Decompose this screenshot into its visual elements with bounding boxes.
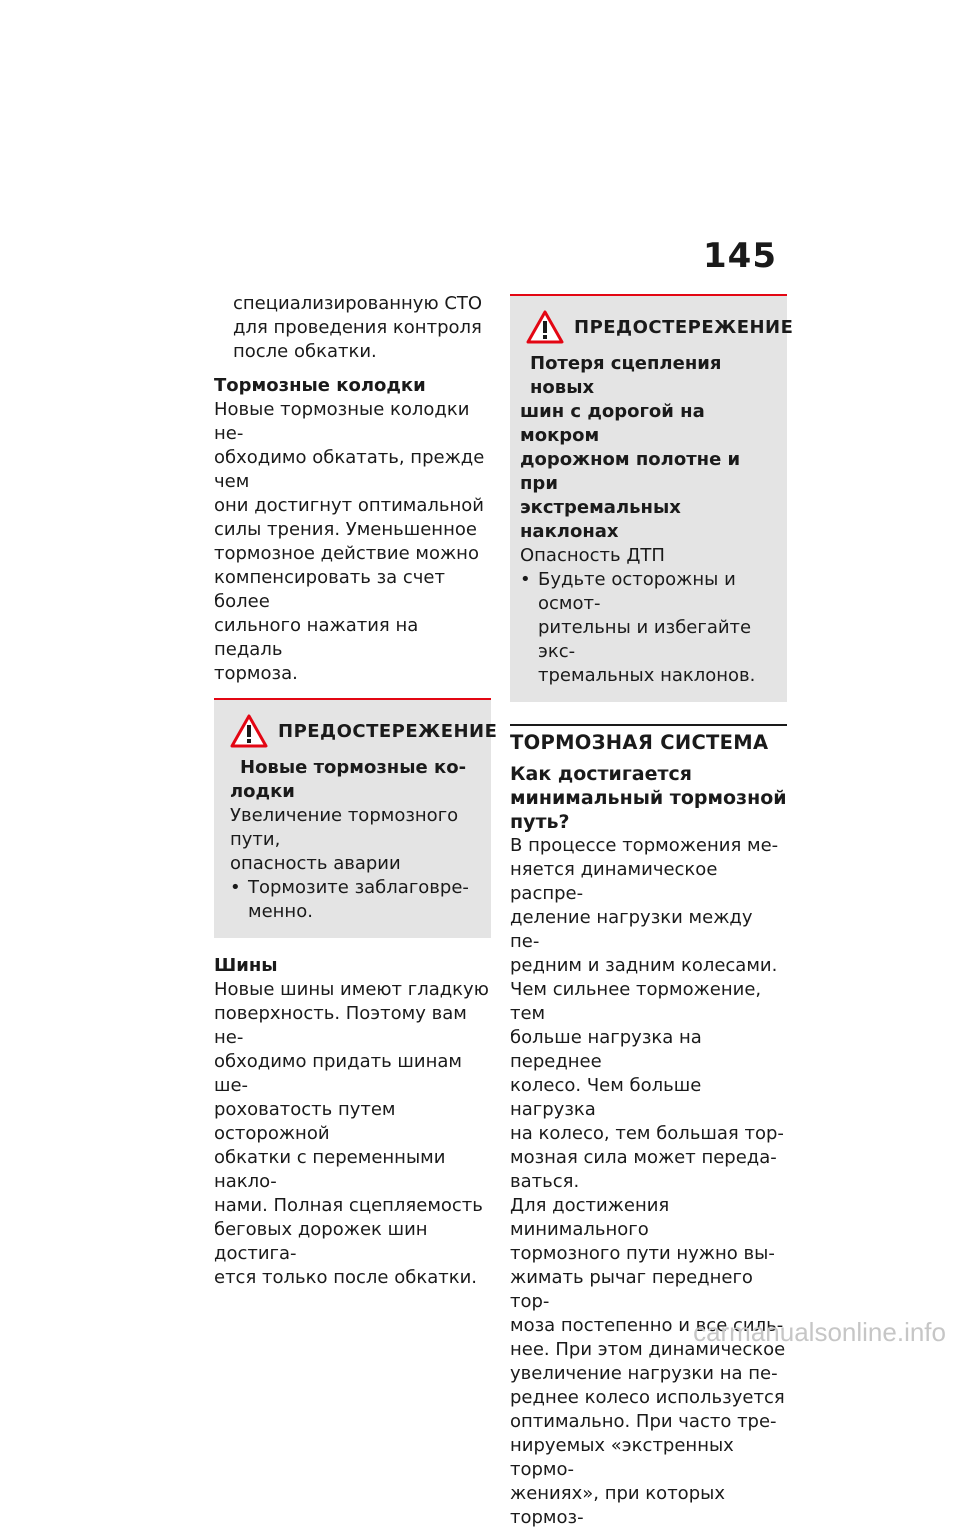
text-line: нее. При этом динамическое	[510, 1339, 786, 1360]
text-line: тормоза.	[214, 663, 298, 684]
warning-bullet	[230, 876, 475, 924]
text-line: роховатость путем осторожной	[214, 1099, 396, 1144]
warning-subtitle-line: Новые тормозные ко-	[240, 757, 467, 778]
question-heading	[510, 762, 787, 834]
text-line: сильного нажатия на педаль	[214, 615, 419, 660]
heading-line: Как достигается	[510, 763, 692, 785]
text-line: Новые тормозные колодки не-	[214, 399, 470, 444]
warning-title: ПРЕДОСТЕРЕЖЕНИЕ	[278, 720, 498, 742]
text-line: ется только после обкатки.	[214, 1267, 477, 1288]
text-line: обходимо обкатать, прежде чем	[214, 447, 485, 492]
bullet-text-line: тремальных наклонов.	[538, 665, 756, 686]
bullet-text-line: Тормозите заблаговре-	[248, 877, 469, 898]
text-line: деление нагрузки между пе-	[510, 907, 753, 952]
braking-paragraph-1	[510, 834, 787, 1194]
text-line: мозная сила может переда-	[510, 1147, 777, 1168]
heading-line: минимальный тормозной	[510, 787, 787, 809]
pads-heading: Тормозные колодки	[214, 375, 426, 396]
text-line: они достигнут оптимальной	[214, 495, 484, 516]
text-line: редним и задним колесами.	[510, 955, 778, 976]
text-line: жимать рычаг переднего тор-	[510, 1267, 753, 1312]
text-line: силы трения. Уменьшенное	[214, 519, 477, 540]
text-line: обкатки с переменными накло-	[214, 1147, 446, 1192]
warning-triangle-icon	[230, 714, 268, 748]
text-line: после обкатки.	[233, 341, 377, 362]
text-line: нами. Полная сцепляемость	[214, 1195, 483, 1216]
text-line: больше нагрузка на переднее	[510, 1027, 702, 1072]
text-line: Для достижения минимального	[510, 1195, 670, 1240]
warning-subtitle-line: Потеря сцепления новых	[530, 353, 722, 398]
text-line: обходимо придать шинам ше-	[214, 1051, 462, 1096]
text-line: компенсировать за счет более	[214, 567, 445, 612]
text-line: реднее колесо используется	[510, 1387, 785, 1408]
tires-paragraph	[214, 978, 491, 1290]
bullet-text-line: рительны и избегайте экс-	[538, 617, 752, 662]
bullet-icon: •	[520, 569, 531, 590]
warning-text-line: опасность аварии	[230, 853, 401, 874]
warning-subtitle-line: лодки	[230, 781, 295, 802]
text-line: няется динамическое распре-	[510, 859, 718, 904]
pads-paragraph	[214, 398, 491, 686]
warning-triangle-icon	[526, 310, 564, 344]
text-line: ваться.	[510, 1171, 580, 1192]
text-line: Чем сильнее торможение, тем	[510, 979, 762, 1024]
text-line: тормозное действие можно	[214, 543, 479, 564]
text-line: для проведения контроля	[233, 317, 482, 338]
warning-text-line: Опасность ДТП	[520, 545, 665, 566]
text-line: оптимально. При часто тре-	[510, 1411, 777, 1432]
bullet-text-line: Будьте осторожны и осмот-	[538, 569, 736, 614]
page-number: 145	[703, 236, 777, 276]
bullet-text-line: менно.	[248, 901, 313, 922]
text-line: увеличение нагрузки на пе-	[510, 1363, 778, 1384]
text-line: моза постепенно и все силь-	[510, 1315, 784, 1336]
text-line: беговых дорожек шин достига-	[214, 1219, 428, 1264]
text-line: Новые шины имеют гладкую	[214, 979, 489, 1000]
watermark: carmanualsonline.info	[693, 1317, 946, 1347]
warning-box-pads	[214, 698, 498, 938]
warning-box-tires	[510, 294, 794, 702]
text-line: нируемых «экстренных тормо-	[510, 1435, 734, 1480]
warning-subtitle-line: экстремальных наклонах	[520, 497, 681, 542]
text-line: специализированную СТО	[233, 293, 483, 314]
text-line: тормозного пути нужно вы-	[510, 1243, 775, 1264]
warning-text-line: Увеличение тормозного пути,	[230, 805, 459, 850]
left-column	[214, 292, 498, 1290]
text-line: В процессе торможения ме-	[510, 835, 779, 856]
text-line: жениях», при которых тормоз-	[510, 1483, 725, 1528]
section-title: ТОРМОЗНАЯ СИСТЕМА	[510, 731, 769, 754]
text-line: колесо. Чем больше нагрузка	[510, 1075, 702, 1120]
warning-header	[520, 310, 794, 344]
warning-bullet	[520, 568, 777, 688]
text-line: на колесо, тем большая тор-	[510, 1123, 784, 1144]
warning-subtitle-line: шин с дорогой на мокром	[520, 401, 705, 446]
text-line: поверхность. Поэтому вам не-	[214, 1003, 467, 1048]
heading-line: путь?	[510, 811, 570, 833]
tires-heading: Шины	[214, 955, 278, 976]
warning-header	[230, 714, 498, 748]
bullet-icon: •	[230, 877, 241, 898]
warning-subtitle-line: дорожном полотне и при	[520, 449, 741, 494]
intro-paragraph	[214, 292, 491, 364]
braking-paragraph-2	[510, 1194, 787, 1530]
warning-title: ПРЕДОСТЕРЕЖЕНИЕ	[574, 316, 794, 338]
